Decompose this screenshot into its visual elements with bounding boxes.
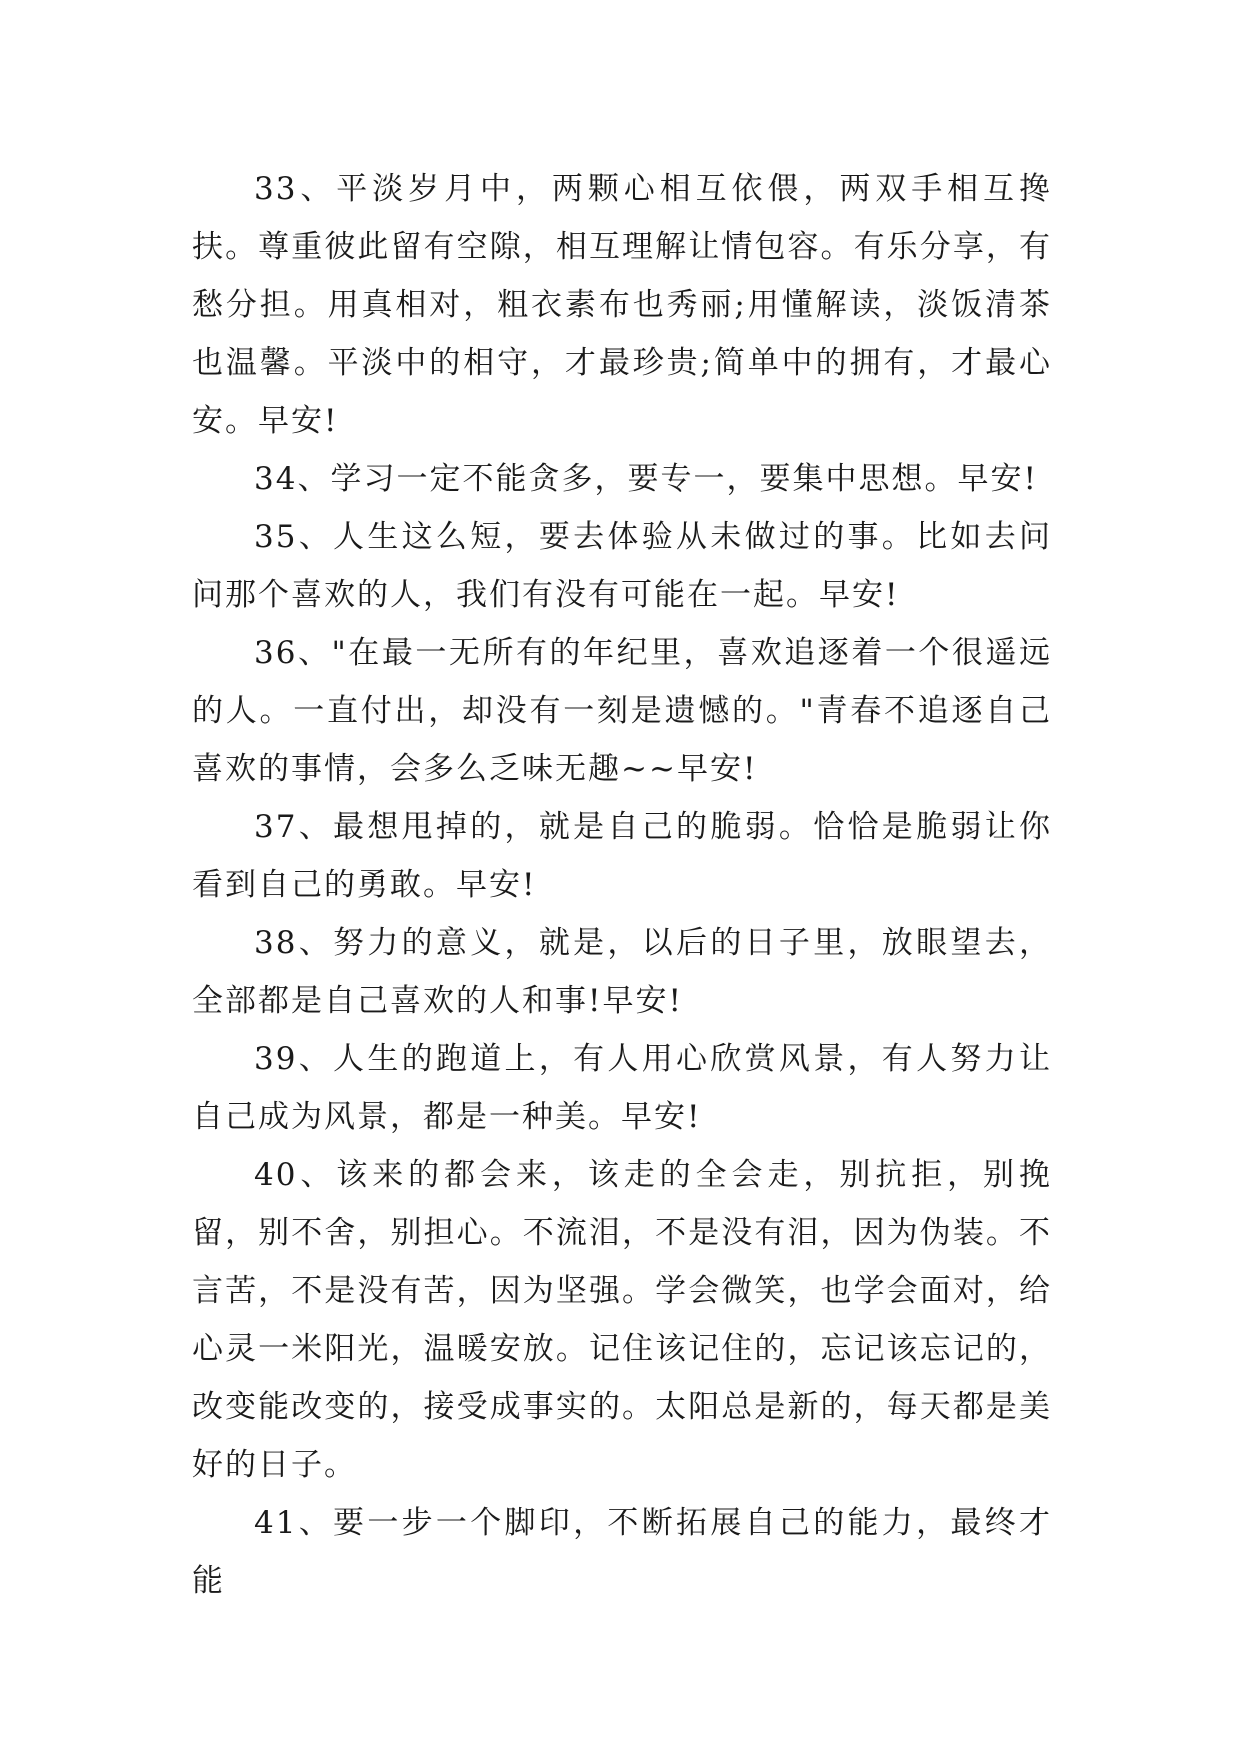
paragraph-37: 37、最想甩掉的，就是自己的脆弱。恰恰是脆弱让你看到自己的勇敢。早安! <box>192 809 1052 903</box>
paragraph-34: 34、学习一定不能贪多，要专一，要集中思想。早安! <box>254 461 1038 497</box>
paragraph-33: 33、平淡岁月中，两颗心相互依偎，两双手相互搀扶。尊重彼此留有空隙，相互理解让情包容。有乐分享，有愁分担。用真相对，粗衣素布也秀丽;用懂解读，淡饭清茶也温馨。平淡中的相守，才最珍贵;简单中的拥有，才最心安。早安! <box>192 171 1052 439</box>
paragraph-38: 38、努力的意义，就是，以后的日子里，放眼望去，全部都是自己喜欢的人和事!早安! <box>192 925 1052 1019</box>
document-body <box>192 160 1052 1610</box>
paragraph-36: 36、"在最一无所有的年纪里，喜欢追逐着一个很遥远的人。一直付出，却没有一刻是遗憾的。"青春不追逐自己喜欢的事情，会多么乏味无趣~~早安! <box>192 635 1052 787</box>
paragraph-41: 41、要一步一个脚印，不断拓展自己的能力，最终才能 <box>192 1505 1052 1599</box>
paragraph-40: 40、该来的都会来，该走的全会走，别抗拒，别挽留，别不舍，别担心。不流泪，不是没有泪，因为伪装。不言苦，不是没有苦，因为坚强。学会微笑，也学会面对，给心灵一米阳光，温暖安放。记住该记住的，忘记该忘记的，改变能改变的，接受成事实的。太阳总是新的，每天都是美好的日子。 <box>192 1157 1052 1483</box>
paragraph-39: 39、人生的跑道上，有人用心欣赏风景，有人努力让自己成为风景，都是一种美。早安! <box>192 1041 1052 1135</box>
paragraph-35: 35、人生这么短，要去体验从未做过的事。比如去问问那个喜欢的人，我们有没有可能在一起。早安! <box>192 519 1052 613</box>
